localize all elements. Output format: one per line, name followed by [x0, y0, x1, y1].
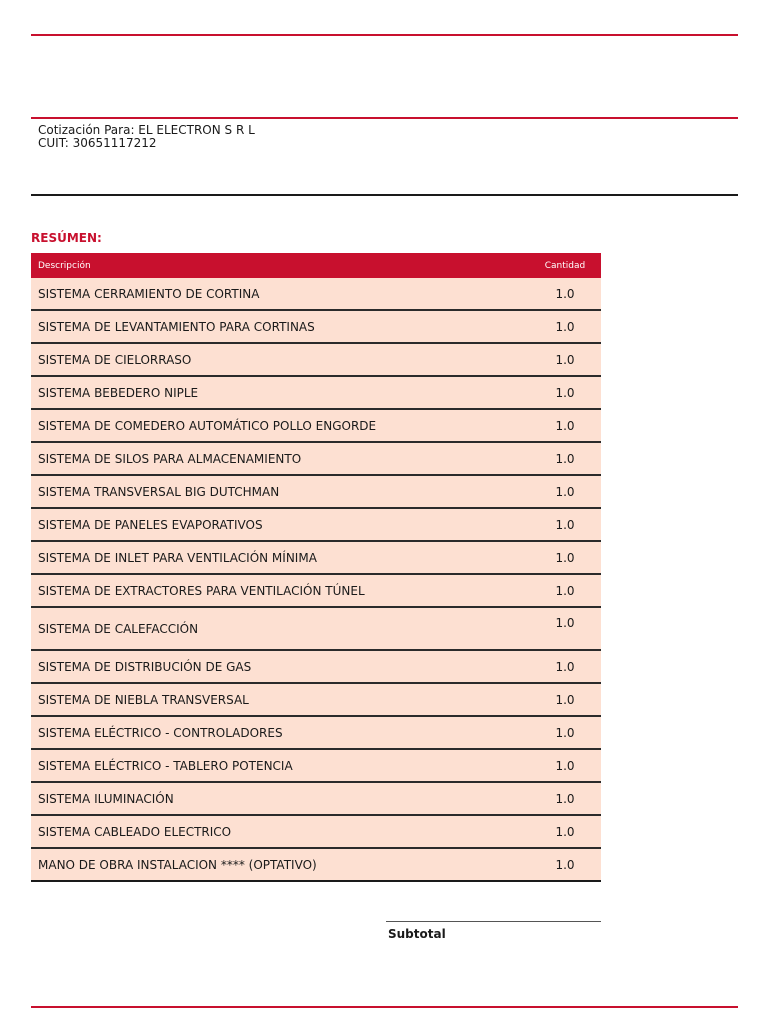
table-row	[31, 781, 601, 814]
row-description: SISTEMA DE CALEFACCIÓN	[38, 621, 199, 636]
row-description: SISTEMA DE INLET PARA VENTILACIÓN MÍNIMA	[38, 550, 317, 565]
row-description: SISTEMA DE COMEDERO AUTOMÁTICO POLLO ENGORDE	[38, 418, 377, 433]
row-description: SISTEMA DE NIEBLA TRANSVERSAL	[38, 692, 249, 707]
row-description: SISTEMA CERRAMIENTO DE CORTINA	[38, 286, 260, 301]
row-quantity: 1.0	[555, 659, 575, 674]
summary-title: RESÚMEN:	[31, 231, 102, 245]
row-description: SISTEMA ELÉCTRICO - TABLERO POTENCIA	[38, 758, 293, 773]
row-description: SISTEMA CABLEADO ELECTRICO	[38, 824, 232, 839]
row-quantity: 1.0	[555, 517, 575, 532]
table-row	[31, 682, 601, 715]
table-header	[31, 253, 601, 278]
subtotal-divider	[386, 921, 601, 922]
row-quantity: 1.0	[555, 550, 575, 565]
row-quantity: 1.0	[555, 352, 575, 367]
row-description: SISTEMA DE EXTRACTORES PARA VENTILACIÓN TÚNEL	[38, 583, 365, 598]
row-quantity: 1.0	[555, 725, 575, 740]
table-row	[31, 606, 601, 649]
table-row	[31, 278, 601, 309]
row-quantity: 1.0	[555, 616, 575, 630]
summary-table	[31, 253, 601, 882]
header-divider	[31, 117, 738, 119]
client-cuit: CUIT: 30651117212	[38, 136, 157, 150]
row-description: MANO DE OBRA INSTALACION **** (OPTATIVO)	[38, 857, 317, 872]
table-row	[31, 573, 601, 606]
client-divider	[31, 194, 738, 196]
client-name: Cotización Para: EL ELECTRON S R L	[38, 123, 255, 137]
row-description: SISTEMA DE SILOS PARA ALMACENAMIENTO	[38, 451, 302, 466]
header-description: Descripción	[38, 260, 91, 271]
table-row	[31, 715, 601, 748]
table-row	[31, 649, 601, 682]
client-info	[38, 124, 255, 150]
row-quantity: 1.0	[555, 857, 575, 872]
row-description: SISTEMA ILUMINACIÓN	[38, 791, 174, 806]
row-quantity: 1.0	[555, 385, 575, 400]
top-divider	[31, 34, 738, 36]
table-row	[31, 540, 601, 573]
row-quantity: 1.0	[555, 692, 575, 707]
table-row	[31, 309, 601, 342]
row-quantity: 1.0	[555, 484, 575, 499]
row-quantity: 1.0	[555, 791, 575, 806]
table-row	[31, 441, 601, 474]
table-row	[31, 342, 601, 375]
subtotal-label: Subtotal	[388, 927, 446, 941]
table-row	[31, 748, 601, 781]
table-body	[31, 278, 601, 880]
row-quantity: 1.0	[555, 418, 575, 433]
row-description: SISTEMA TRANSVERSAL BIG DUTCHMAN	[38, 484, 280, 499]
table-row	[31, 507, 601, 540]
row-description: SISTEMA ELÉCTRICO - CONTROLADORES	[38, 725, 283, 740]
row-quantity: 1.0	[555, 583, 575, 598]
row-description: SISTEMA DE LEVANTAMIENTO PARA CORTINAS	[38, 319, 315, 334]
row-quantity: 1.0	[555, 758, 575, 773]
row-quantity: 1.0	[555, 319, 575, 334]
row-description: SISTEMA DE PANELES EVAPORATIVOS	[38, 517, 263, 532]
row-description: SISTEMA BEBEDERO NIPLE	[38, 385, 199, 400]
row-description: SISTEMA DE DISTRIBUCIÓN DE GAS	[38, 659, 252, 674]
table-row	[31, 847, 601, 880]
footer-divider	[31, 1006, 738, 1008]
row-quantity: 1.0	[555, 824, 575, 839]
row-quantity: 1.0	[555, 451, 575, 466]
row-quantity: 1.0	[555, 286, 575, 301]
table-row	[31, 375, 601, 408]
table-row	[31, 814, 601, 847]
table-row	[31, 474, 601, 507]
header-quantity: Cantidad	[544, 260, 586, 271]
table-row	[31, 408, 601, 441]
row-description: SISTEMA DE CIELORRASO	[38, 352, 192, 367]
